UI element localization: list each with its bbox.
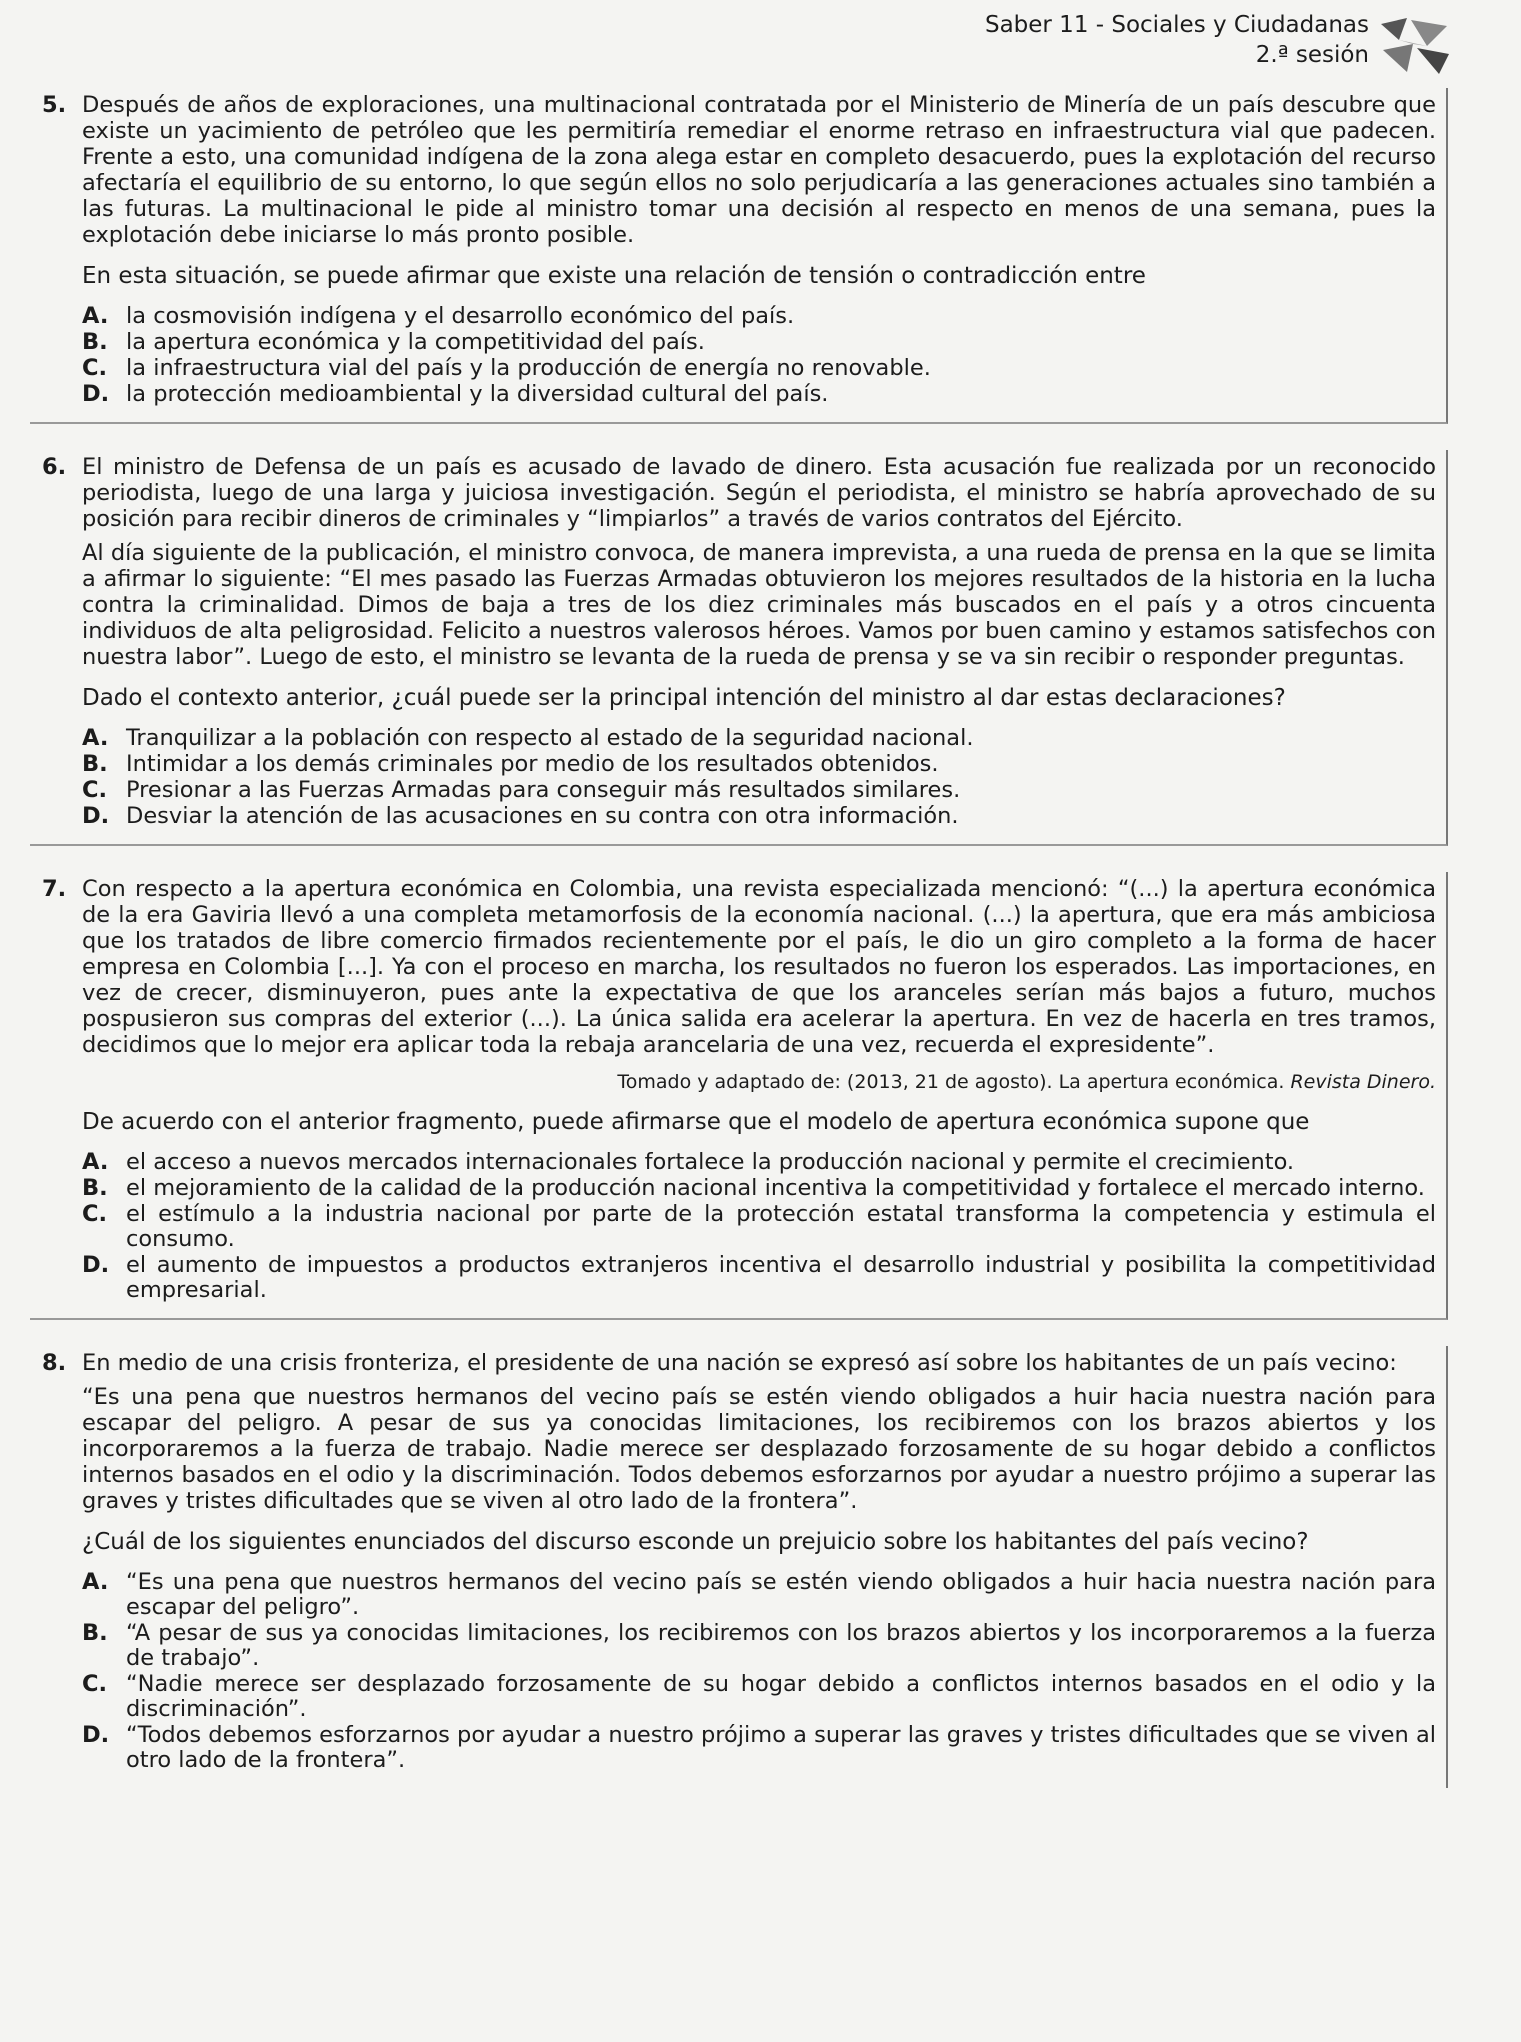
answer-option-b[interactable]: [82, 1176, 1436, 1201]
question-6: [30, 450, 1448, 846]
question-prompt: ¿Cuál de los siguientes enunciados del discurso esconde un prejuicio sobre los habitantes del país vecino?: [82, 1529, 1309, 1555]
question-8: [30, 1346, 1448, 1788]
option-text: “Es una pena que nuestros hermanos del vecino país se estén viendo obligados a huir hacia nuestra nación para escapar del peligro”.: [126, 1569, 1436, 1620]
answer-option-d[interactable]: [82, 804, 1436, 829]
question-paragraph: En medio de una crisis fronteriza, el presidente de una nación se expresó así sobre los habitantes de un país vecino:: [82, 1350, 1397, 1376]
answer-option-b[interactable]: [82, 1621, 1436, 1671]
question-number: 7.: [42, 876, 67, 902]
option-letter: A.: [82, 1149, 109, 1175]
answer-options: [82, 726, 1436, 829]
option-text: el aumento de impuestos a productos extranjeros incentiva el desarrollo industrial y posibilita la competitividad empresarial.: [126, 1252, 1436, 1303]
page-body: [30, 88, 1448, 1814]
answer-option-c[interactable]: [82, 1672, 1436, 1722]
question-prompt: De acuerdo con el anterior fragmento, puede afirmarse que el modelo de apertura económica supone que: [82, 1109, 1310, 1135]
option-text: la apertura económica y la competitividad del país.: [126, 329, 705, 355]
question-paragraph: Con respecto a la apertura económica en Colombia, una revista especializada mencionó: “(...) la apertura económica de la era Gaviria llevó a una completa metamorfosis de la economía nacional. (...) la apertura, que era más ambiciosa que los tratados de libre comercio firmados recientemente por el país, le dio un giro completo a la forma de hacer empresa en Colombia [...]. Ya con el proceso en marcha, los resultados no fueron los esperados. Las importaciones, en vez de crecer, disminuyeron, pues ante la expectativa de que los aranceles serían más bajos a futuro, muchos pospusieron sus compras del exterior (...). La única salida era acelerar la apertura. En vez de hacerla en tres tramos, decidimos que lo mejor era aplicar toda la rebaja arancelaria de una vez, recuerda el expresidente”.: [82, 876, 1436, 1058]
answer-option-a[interactable]: [82, 726, 1436, 751]
answer-option-d[interactable]: [82, 382, 1436, 407]
question-number: 6.: [42, 454, 67, 480]
option-letter: D.: [82, 1252, 110, 1278]
option-text: “Nadie merece ser desplazado forzosamente de su hogar debido a conflictos internos basados en el odio y la discriminación”.: [126, 1671, 1436, 1722]
answer-option-a[interactable]: [82, 1570, 1436, 1620]
option-text: el acceso a nuevos mercados internacionales fortalece la producción nacional y permite el crecimiento.: [126, 1149, 1295, 1175]
option-text: la cosmovisión indígena y el desarrollo económico del país.: [126, 303, 795, 329]
option-text: “Todos debemos esforzarnos por ayudar a nuestro prójimo a superar las graves y tristes dificultades que se viven al otro lado de la frontera”.: [126, 1722, 1436, 1773]
question-quote: “Es una pena que nuestros hermanos del vecino país se estén viendo obligados a huir hacia nuestra nación para escapar del peligro. A pesar de sus ya conocidas limitaciones, los recibiremos con los brazos abiertos y los incorporaremos a la fuerza de trabajo. Nadie merece ser desplazado forzosamente de su hogar debido a conflictos internos basados en el odio y la discriminación. Todos debemos esforzarnos por ayudar a nuestro prójimo a superar las graves y tristes dificultades que se viven al otro lado de la frontera”.: [82, 1384, 1436, 1514]
source-journal: Revista Dinero.: [1290, 1071, 1436, 1093]
option-letter: B.: [82, 751, 108, 777]
answer-option-d[interactable]: [82, 1253, 1436, 1303]
question-prompt: Dado el contexto anterior, ¿cuál puede ser la principal intención del ministro al dar estas declaraciones?: [82, 685, 1286, 711]
option-text: Desviar la atención de las acusaciones en su contra con otra información.: [126, 803, 959, 829]
source-citation: [30, 1070, 1436, 1094]
option-text: la infraestructura vial del país y la producción de energía no renovable.: [126, 355, 931, 381]
answer-options: [82, 304, 1436, 407]
answer-options: [82, 1570, 1436, 1773]
header-text: [985, 10, 1369, 70]
option-text: Intimidar a los demás criminales por medio de los resultados obtenidos.: [126, 751, 939, 777]
option-letter: B.: [82, 329, 108, 355]
answer-option-d[interactable]: [82, 1723, 1436, 1773]
option-text: el mejoramiento de la calidad de la producción nacional incentiva la competitividad y fortalece el mercado interno.: [126, 1175, 1425, 1201]
option-text: “A pesar de sus ya conocidas limitaciones, los recibiremos con los brazos abiertos y los incorporaremos a la fuerza de trabajo”.: [126, 1620, 1436, 1671]
answer-option-c[interactable]: [82, 356, 1436, 381]
exam-logo-icon: [1377, 16, 1451, 76]
question-paragraph: Al día siguiente de la publicación, el ministro convoca, de manera imprevista, a una rueda de prensa en la que se limita a afirmar lo siguiente: “El mes pasado las Fuerzas Armadas obtuvieron los mejores resultados de la historia en la lucha contra la criminalidad. Dimos de baja a tres de los diez criminales más buscados en el país y a otros cincuenta individuos de alta peligrosidad. Felicito a nuestros valerosos héroes. Vamos por buen camino y estamos satisfechos con nuestra labor”. Luego de esto, el ministro se levanta de la rueda de prensa y se va sin recibir o responder preguntas.: [82, 540, 1436, 670]
session-label: 2.ª sesión: [1255, 42, 1369, 68]
question-stem: [30, 876, 1436, 1058]
question-paragraph: El ministro de Defensa de un país es acusado de lavado de dinero. Esta acusación fue realizada por un reconocido periodista, luego de una larga y juiciosa investigación. Según el periodista, el ministro se habría aprovechado de su posición para recibir dineros de criminales y “limpiarlos” a través de varios contratos del Ejército.: [82, 454, 1436, 532]
option-letter: A.: [82, 725, 109, 751]
answer-option-c[interactable]: [82, 778, 1436, 803]
answer-option-c[interactable]: [82, 1202, 1436, 1252]
option-letter: A.: [82, 303, 109, 329]
option-text: Tranquilizar a la población con respecto al estado de la seguridad nacional.: [126, 725, 974, 751]
option-text: el estímulo a la industria nacional por parte de la protección estatal transforma la competencia y estimula el consumo.: [126, 1201, 1436, 1252]
option-letter: D.: [82, 381, 110, 407]
option-letter: D.: [82, 803, 110, 829]
question-prompt: En esta situación, se puede afirmar que existe una relación de tensión o contradicción entre: [82, 263, 1146, 289]
page-header: [0, 8, 1521, 74]
option-text: la protección medioambiental y la diversidad cultural del país.: [126, 381, 829, 407]
option-letter: B.: [82, 1620, 108, 1646]
option-letter: C.: [82, 777, 108, 803]
option-letter: B.: [82, 1175, 108, 1201]
question-paragraph: Después de años de exploraciones, una multinacional contratada por el Ministerio de Minería de un país descubre que existe un yacimiento de petróleo que les permitiría remediar el enorme retraso en infraestructura vial que padecen. Frente a esto, una comunidad indígena de la zona alega estar en completo desacuerdo, pues la explotación del recurso afectaría el equilibrio de su entorno, lo que según ellos no solo perjudicaría a las generaciones actuales sino también a las futuras. La multinacional le pide al ministro tomar una decisión al respecto en menos de una semana, pues la explotación debe iniciarse lo más pronto posible.: [82, 92, 1436, 248]
source-text: Tomado y adaptado de: (2013, 21 de agosto). La apertura económica.: [617, 1071, 1285, 1093]
option-letter: D.: [82, 1722, 110, 1748]
option-letter: C.: [82, 1671, 108, 1697]
option-letter: C.: [82, 355, 108, 381]
answer-option-a[interactable]: [82, 1150, 1436, 1175]
option-letter: C.: [82, 1201, 108, 1227]
option-text: Presionar a las Fuerzas Armadas para conseguir más resultados similares.: [126, 777, 961, 803]
answer-option-b[interactable]: [82, 752, 1436, 777]
question-7: [30, 872, 1448, 1320]
question-number: 5.: [42, 92, 67, 118]
question-stem: [30, 454, 1436, 532]
answer-option-b[interactable]: [82, 330, 1436, 355]
question-number: 8.: [42, 1350, 67, 1376]
question-5: [30, 88, 1448, 424]
question-stem: [30, 1350, 1436, 1376]
exam-title: Saber 11 - Sociales y Ciudadanas: [984, 12, 1369, 38]
answer-option-a[interactable]: [82, 304, 1436, 329]
option-letter: A.: [82, 1569, 109, 1595]
question-stem: [30, 92, 1436, 248]
answer-options: [82, 1150, 1436, 1303]
